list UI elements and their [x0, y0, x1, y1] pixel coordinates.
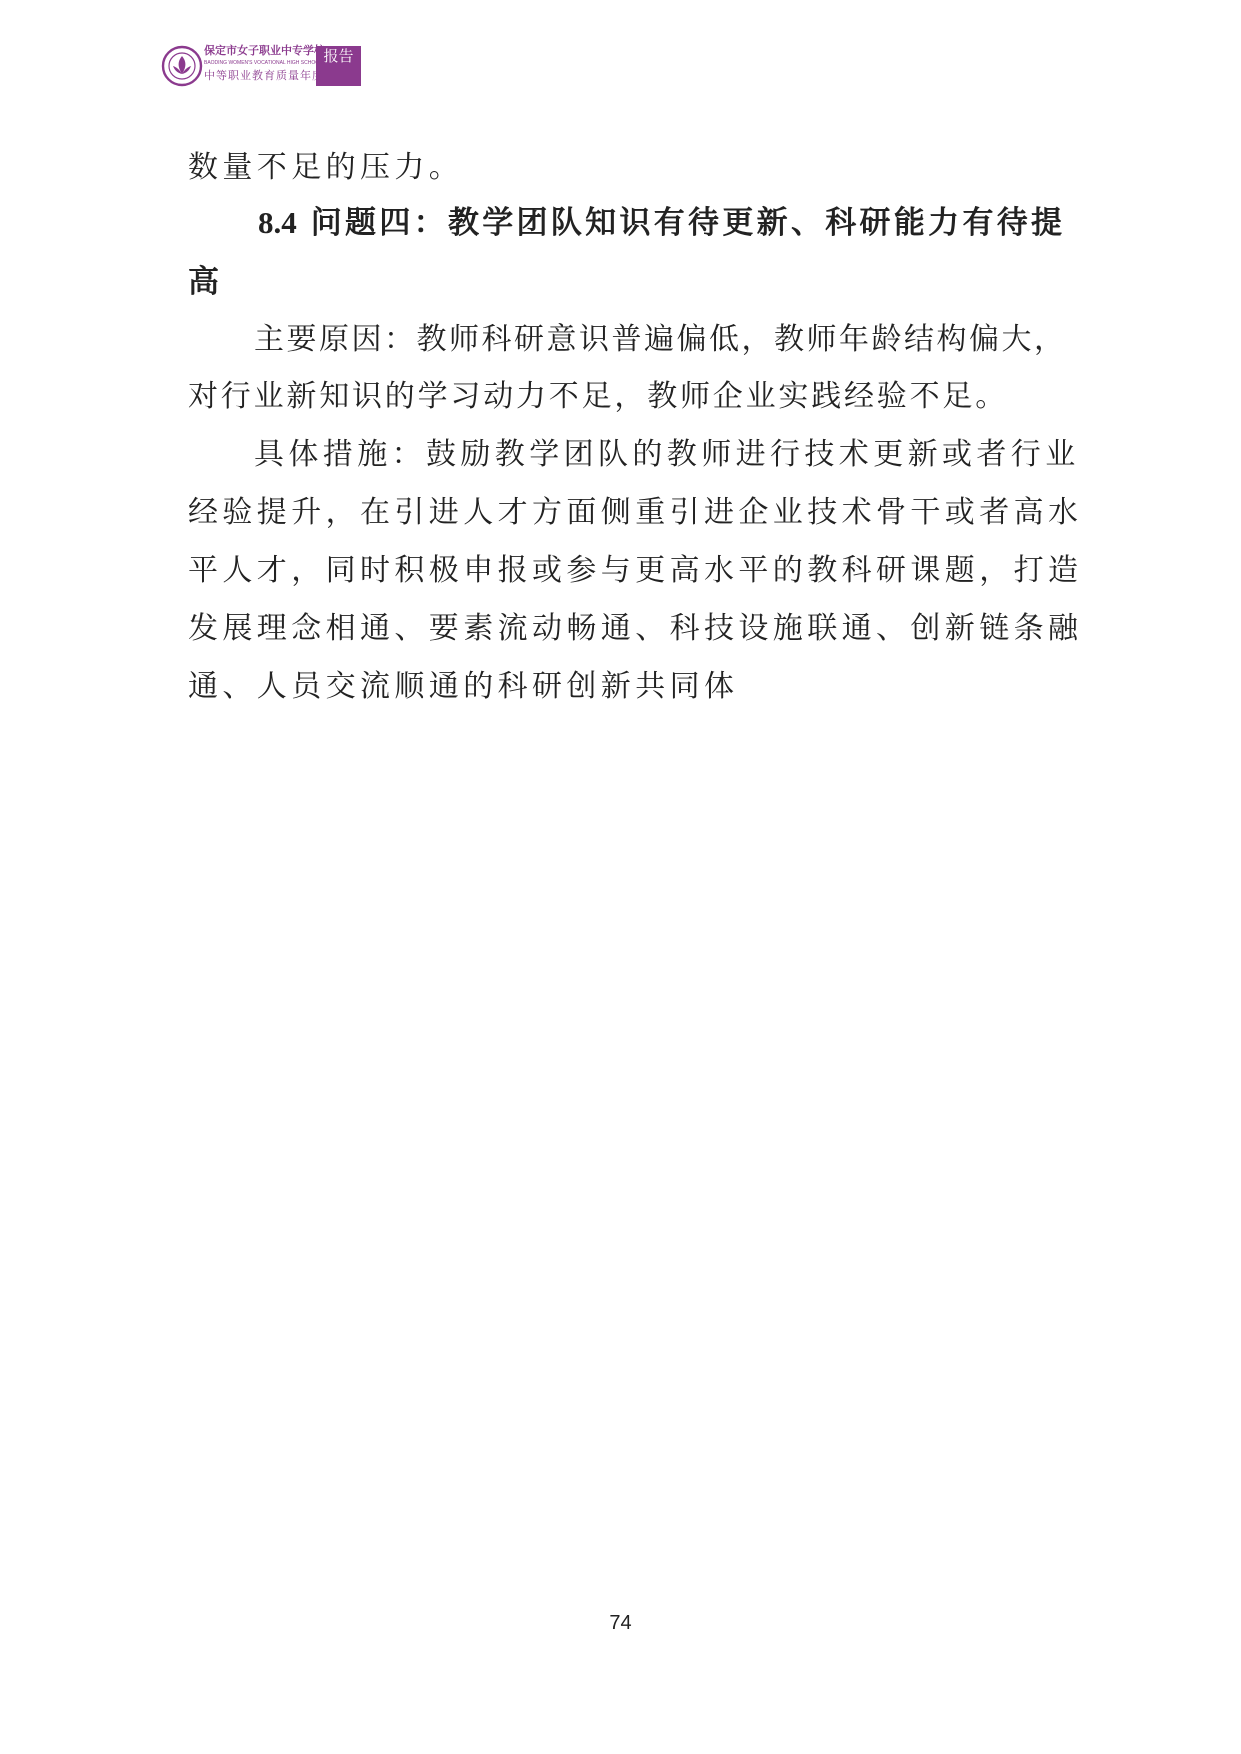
- report-title: 中等职业教育质量年度: [204, 69, 324, 82]
- report-header: [160, 44, 365, 90]
- paragraph-2-line-3: 平人才，同时积极申报或参与更高水平的教科研课题，打造: [188, 553, 1083, 588]
- paragraph-2-line-4: 发展理念相通、要素流动畅通、科技设施联通、创新链条融: [188, 611, 1083, 646]
- section-heading-line-2: 高: [188, 264, 223, 300]
- page-number: 74: [609, 1612, 632, 1634]
- paragraph-1-line-1: 主要原因：教师科研意识普遍偏低，教师年龄结构偏大，: [254, 322, 1067, 357]
- report-badge: 报告: [323, 47, 354, 65]
- section-heading-line-1: [258, 203, 1066, 243]
- paragraph-2-line-1: 具体措施：鼓励教学团队的教师进行技术更新或者行业: [254, 437, 1080, 472]
- school-name-cn: 保定市女子职业中专学校: [204, 44, 325, 57]
- section-number: 8.4: [258, 205, 297, 240]
- paragraph-2-line-5: 通、人员交流顺通的科研创新共同体: [188, 669, 739, 704]
- school-name-en: BAODING WOMEN'S VOCATIONAL HIGH SCHOOL: [204, 60, 322, 66]
- paragraph-continuation-line: 数量不足的压力。: [188, 150, 464, 185]
- section-heading-text: 问题四：教学团队知识有待更新、科研能力有待提: [310, 205, 1066, 241]
- paragraph-1-line-2: 对行业新知识的学习动力不足，教师企业实践经验不足。: [188, 379, 1008, 414]
- paragraph-2-line-2: 经验提升，在引进人才方面侧重引进企业技术骨干或者高水: [188, 495, 1083, 530]
